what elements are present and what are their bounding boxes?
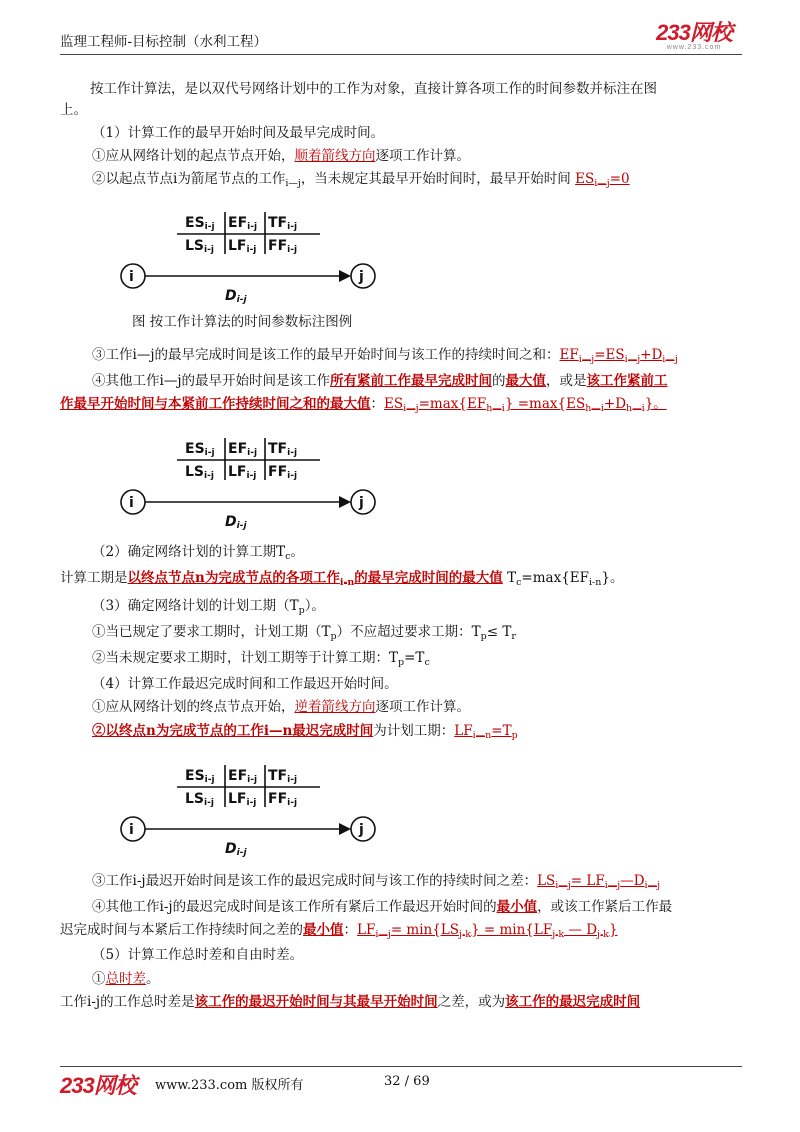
svg-text:ESi-j: ESi-j (185, 768, 215, 785)
svg-text:FFi-j: FFi-j (268, 464, 298, 481)
svg-text:LFi-j: LFi-j (228, 238, 257, 255)
svg-text:EFi-j: EFi-j (228, 215, 258, 232)
section-4-item-4: ④其他工作i-j的最迟完成时间是该工作所有紧后工作最迟开始时间的最小值，或该工作紧后工作最 (92, 899, 673, 915)
section-3-item-1: ①当已规定了要求工期时，计划工期$(T_p)$不应超过要求工期：$T_p\le T_r$ (92, 624, 516, 642)
footer-copyright: www.233.com 版权所有 (155, 1078, 304, 1093)
diagram-svg (115, 759, 385, 864)
section-1-item-3: ③工作i—j的最早完成时间是该工作的最早开始时间与该工作的持续时间之和：$EF_{i—j}=ES_{i—j}+D_{i—j}$ (92, 347, 678, 365)
brand-logo-text: 233网校 (656, 20, 732, 45)
svg-text:i: i (129, 822, 134, 838)
time-parameter-diagram-2 (115, 432, 385, 537)
section-1-item-4-cont: 作最早开始时间与本紧前工作持续时间之和的最大值：$ES_{i—j}=\max\{EF_{h—i}\} =\max\{ES_{h—i}+D_{h—i}\}$。 (60, 396, 667, 414)
intro-paragraph-cont: 上。 (60, 102, 87, 118)
section-3-title: （3）确定网络计划的计划工期$(T_p)$。 (92, 598, 325, 616)
svg-text:j: j (359, 495, 364, 511)
svg-text:Di-j: Di-j (225, 288, 247, 305)
svg-text:ESi-j: ESi-j (185, 215, 215, 232)
svg-text:EFi-j: EFi-j (228, 441, 258, 458)
svg-text:i: i (129, 495, 134, 511)
time-parameter-diagram-3 (115, 759, 385, 864)
svg-text:Di-j: Di-j (225, 841, 247, 858)
section-1-title: （1）计算工作的最早开始时间及最早完成时间。 (92, 125, 385, 141)
brand-logo (646, 22, 742, 51)
section-4-item-2: ②以终点n为完成节点的工作i—n最迟完成时间为计划工期：$LF_{i—n}=T_p$ (92, 723, 518, 741)
svg-text:Di-j: Di-j (225, 514, 247, 531)
svg-text:i: i (129, 269, 134, 285)
svg-text:LFi-j: LFi-j (228, 791, 257, 808)
section-4-item-1: ①应从网络计划的终点节点开始，逆着箭线方向逐项工作计算。 (92, 699, 470, 715)
section-5-paragraph: 工作i-j的工作总时差是该工作的最迟开始时间与其最早开始时间之差，或为该工作的最迟完成时间 (60, 994, 641, 1010)
section-1-item-1: ①应从网络计划的起点节点开始，顺着箭线方向逐项工作计算。 (92, 148, 470, 164)
intro-paragraph: 按工作计算法，是以双代号网络计划中的工作为对象，直接计算各项工作的时间参数并标注在图 (90, 81, 657, 97)
section-4-title: （4）计算工作最迟完成时间和工作最迟开始时间。 (92, 676, 398, 692)
brand-logo-url: www.233.com (666, 44, 722, 51)
figure-caption: 图 按工作计算法的时间参数标注图例 (132, 314, 353, 330)
page-number: 32 / 69 (384, 1074, 430, 1089)
section-5-title: （5）计算工作总时差和自由时差。 (92, 947, 304, 963)
svg-text:LSi-j: LSi-j (185, 791, 214, 808)
section-4-item-3: ③工作i-j最迟开始时间是该工作的最迟完成时间与该工作的持续时间之差：$LS_{i—j}=$ $LF_{i—j}—D_{i—j}$ (92, 873, 661, 891)
svg-text:LSi-j: LSi-j (185, 464, 214, 481)
svg-text:TFi-j: TFi-j (268, 768, 298, 785)
section-2-item-1: 计算工期是以终点节点n为完成节点的各项工作$_{i-n}$的最早完成时间的最大值 $T_c=\max\{EF_{i-n}\}$。 (60, 570, 624, 588)
svg-text:TFi-j: TFi-j (268, 441, 298, 458)
section-3-item-2: ②当未规定要求工期时，计划工期等于计算工期：$T_p=T_c$ (92, 650, 430, 668)
svg-text:FFi-j: FFi-j (268, 238, 298, 255)
footer-rule (60, 1066, 742, 1067)
section-1-item-4: ④其他工作i—j的最早开始时间是该工作所有紧前工作最早完成时间的最大值，或是该工作紧前工 (92, 373, 668, 389)
svg-text:j: j (359, 269, 364, 285)
section-1-item-2: ②以起点节点i为箭尾节点的工作$_{i—j}$，当未规定其最早开始时间时，最早开始时间 $ES_{i—j}=0$ (92, 171, 630, 189)
section-5-item-1: ①总时差。 (92, 971, 160, 987)
svg-text:ESi-j: ESi-j (185, 441, 215, 458)
section-2-title: （2）确定网络计划的计算工期$T_c$。 (92, 544, 304, 562)
document-header-title: 监理工程师-目标控制（水利工程） (60, 34, 268, 50)
svg-text:LSi-j: LSi-j (185, 238, 214, 255)
diagram-svg (115, 206, 385, 311)
time-parameter-diagram-1 (115, 206, 385, 311)
svg-text:EFi-j: EFi-j (228, 768, 258, 785)
svg-text:FFi-j: FFi-j (268, 791, 298, 808)
footer-logo: 233网校 (60, 1073, 136, 1098)
svg-text:TFi-j: TFi-j (268, 215, 298, 232)
header-rule (60, 54, 742, 55)
svg-text:j: j (359, 822, 364, 838)
svg-text:LFi-j: LFi-j (228, 464, 257, 481)
section-4-item-4-cont: 迟完成时间与本紧后工作持续时间之差的最小值：$LF_{i—j}= \min\{LS_{j-k}\} = \min\{LF_{j-k}$ — $D_{j-k}$} (60, 922, 618, 940)
diagram-svg (115, 432, 385, 537)
